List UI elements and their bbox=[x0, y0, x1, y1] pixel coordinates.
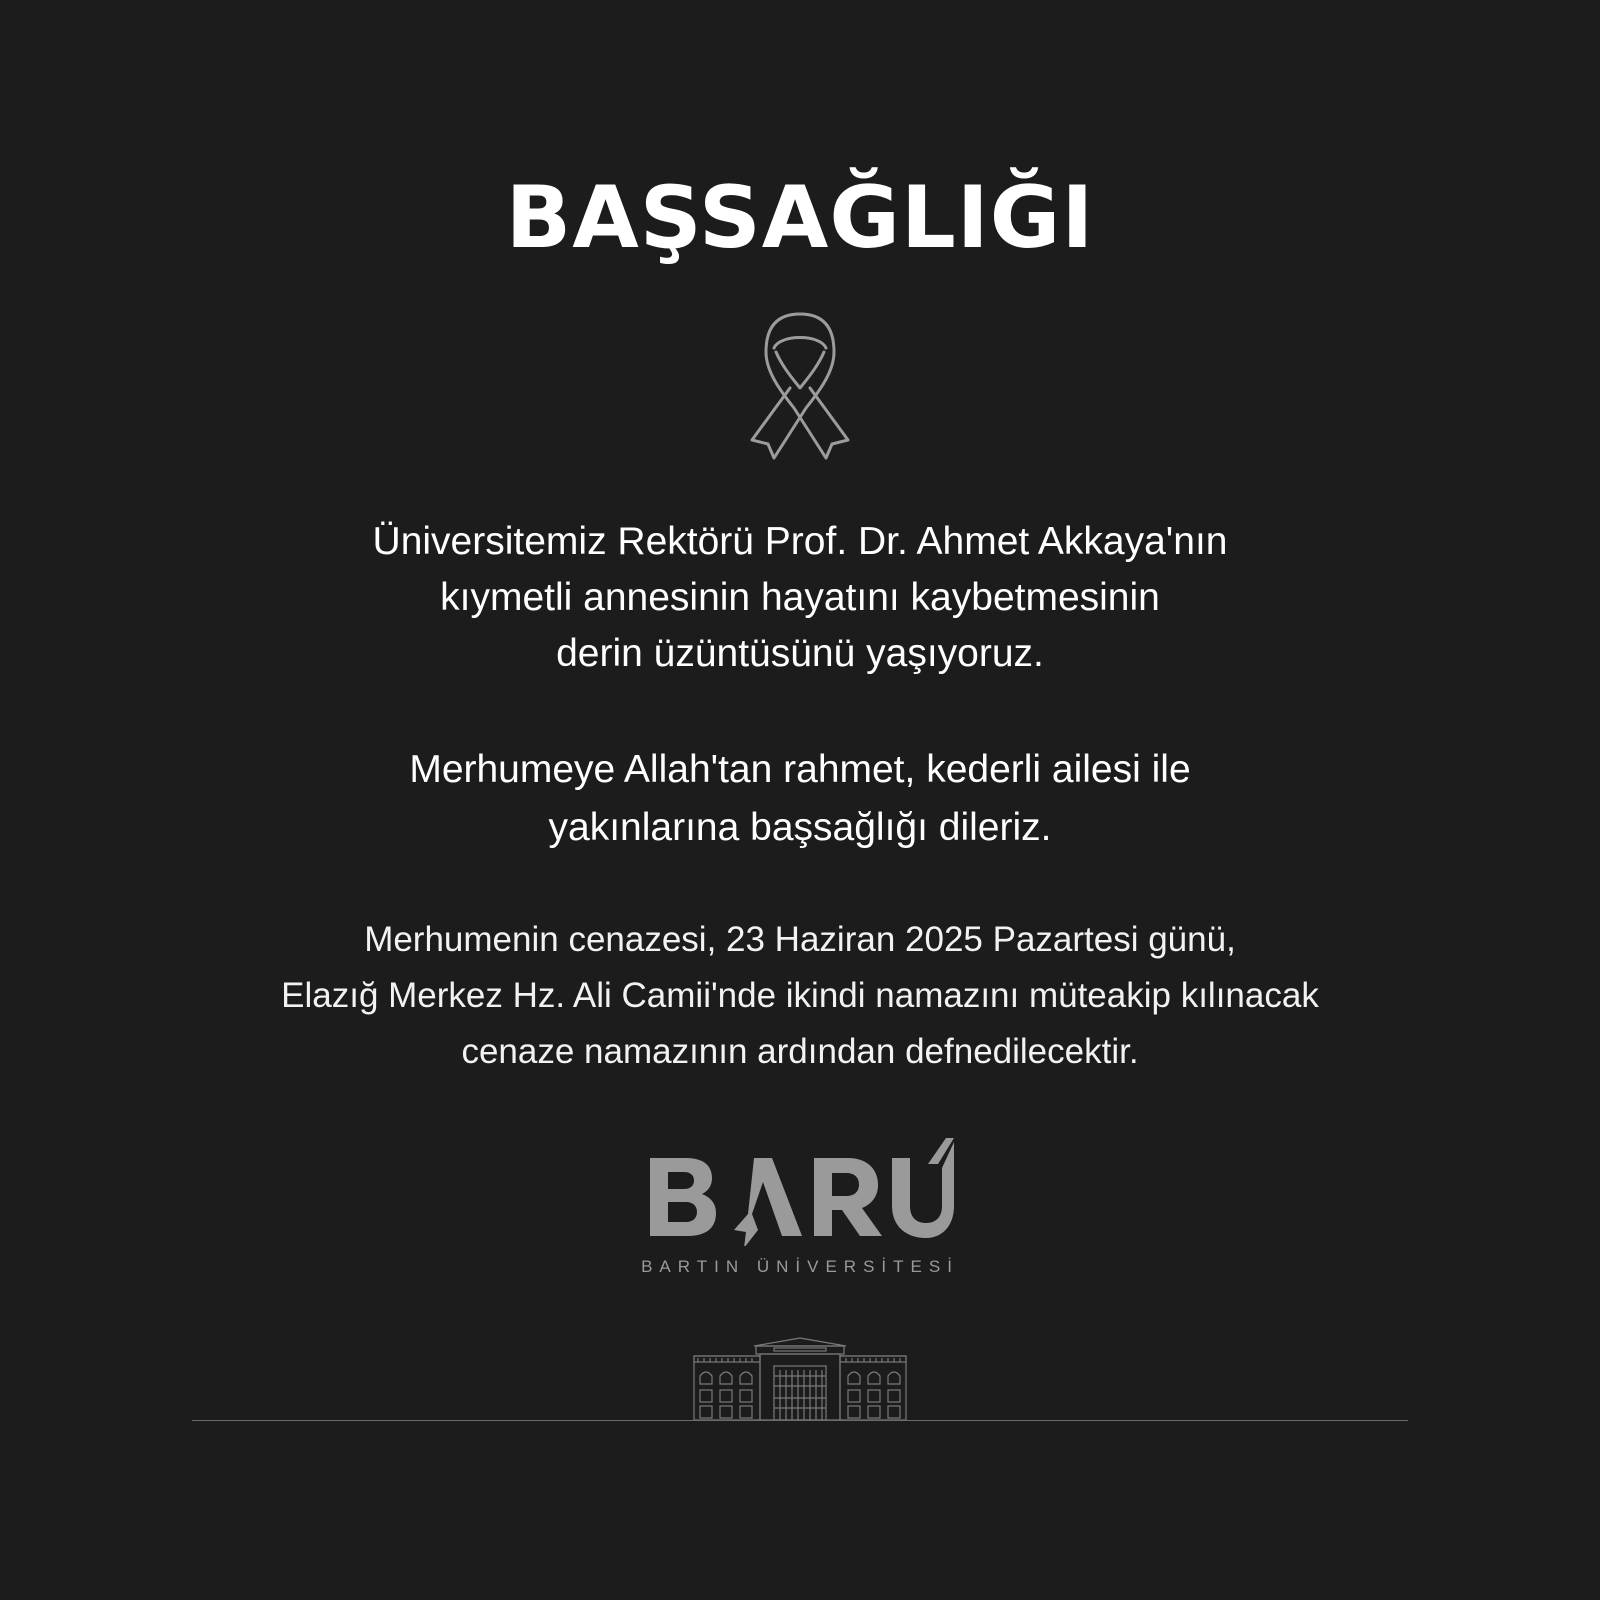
university-building-icon bbox=[692, 1336, 908, 1422]
message-line: derin üzüntüsünü yaşıyoruz. bbox=[556, 632, 1044, 675]
condolence-line: yakınlarına başsağlığı dileriz. bbox=[548, 806, 1052, 849]
funeral-line: cenaze namazının ardından defnedilecektir. bbox=[461, 1032, 1139, 1071]
message-line: kıymetli annesinin hayatını kaybetmesinin bbox=[440, 576, 1160, 619]
university-name: BARTIN ÜNİVERSİTESİ bbox=[641, 1257, 959, 1276]
ground-line bbox=[192, 1420, 1408, 1421]
message-line: Üniversitemiz Rektörü Prof. Dr. Ahmet Akkaya'nın bbox=[372, 520, 1228, 563]
rector-mother-message bbox=[100, 514, 1500, 682]
funeral-line: Merhumenin cenazesi, 23 Haziran 2025 Pazartesi günü, bbox=[364, 920, 1236, 959]
funeral-info bbox=[100, 912, 1500, 1080]
condolence-message bbox=[100, 741, 1500, 857]
mourning-ribbon-icon bbox=[748, 308, 852, 472]
page-title: BAŞSAĞLIĞI bbox=[505, 168, 1095, 268]
condolence-line: Merhumeye Allah'tan rahmet, kederli ailesi ile bbox=[409, 748, 1191, 791]
baru-wordmark-logo bbox=[648, 1138, 958, 1246]
funeral-line: Elazığ Merkez Hz. Ali Camii'nde ikindi namazını müteakip kılınacak bbox=[281, 976, 1319, 1015]
